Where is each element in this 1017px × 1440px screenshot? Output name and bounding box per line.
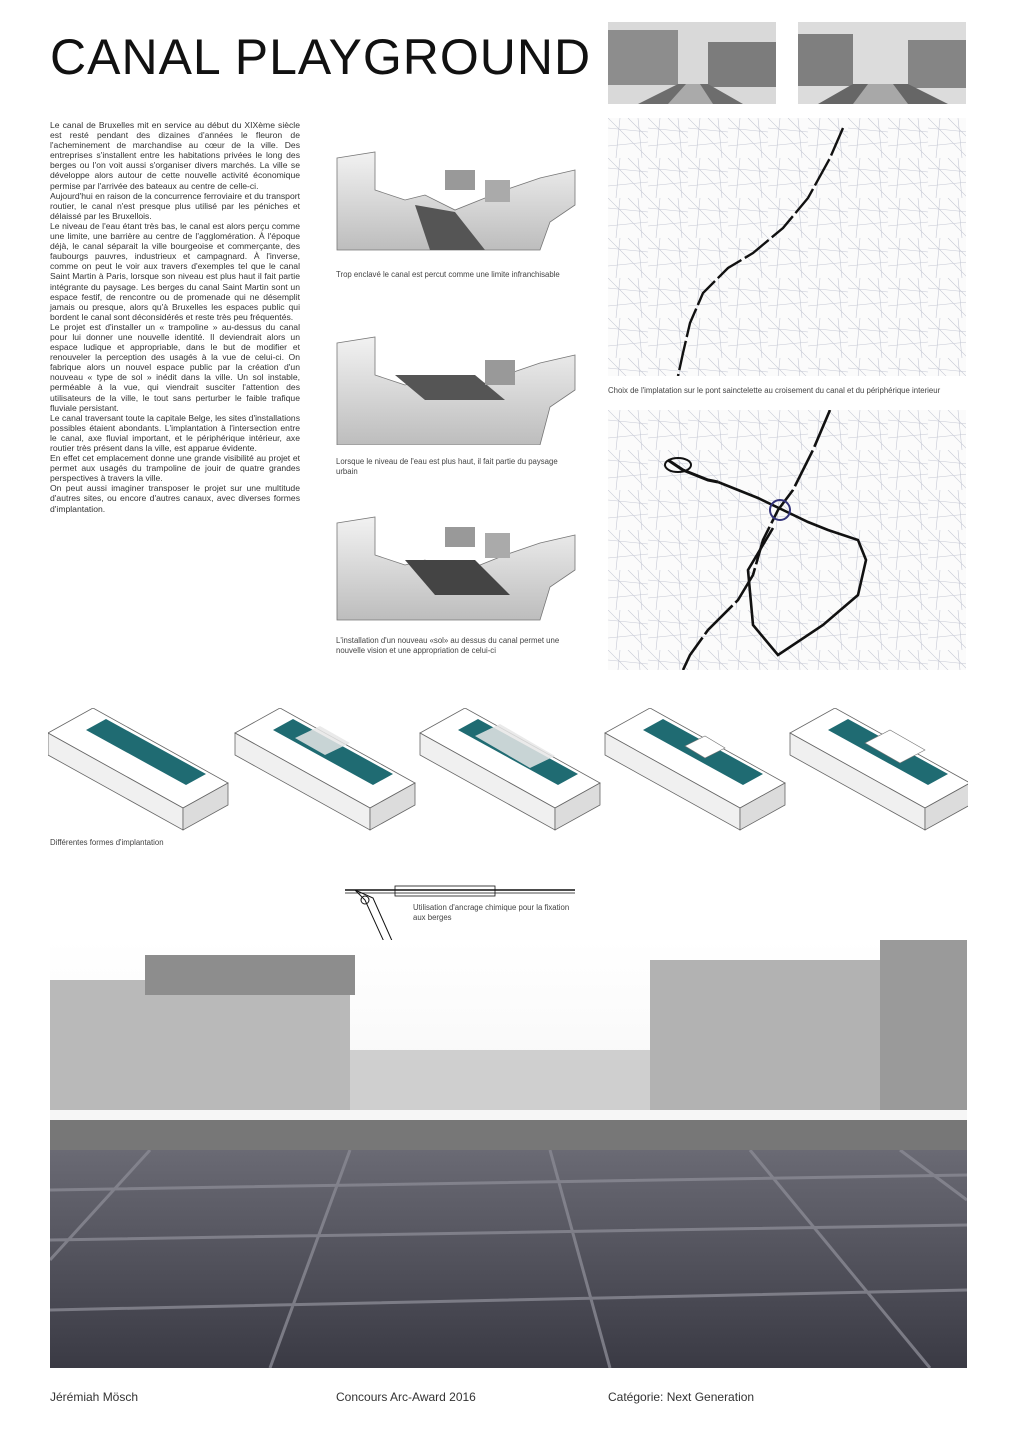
- section-caption-3: L'installation d'un nouveau «sol» au dessus du canal permet une nouvelle vision et une appropriation de celui-ci: [336, 636, 560, 655]
- perspective-render: [50, 940, 967, 1368]
- section-caption-1: Trop enclavé le canal est percut comme une limite infranchisable: [336, 270, 560, 279]
- project-description: [50, 120, 300, 514]
- paragraph: Aujourd'hui en raison de la concurrence ferroviaire et du transport routier, le canal n'est presque plus utilisé par les péniches et délaissé par les Bruxellois.: [50, 190, 300, 221]
- category-label: Catégorie: Next Generation: [608, 1390, 755, 1404]
- paragraph: Le canal de Bruxelles mit en service au début du XIXème siècle est resté pendant des dizaines d'années le fleuron de l'acheminement de marchandise au cœur de la ville. Des entreprises s'installent entre les habitations privées le long des berges ou l'on voit aussi s'organiser divers marchés. La ville se développe alors autour de cette nouvelle activité économique permise par l'arrivée des bateaux au centre de celle-ci.: [50, 120, 300, 191]
- paragraph: Le projet est d'installer un « trampoline » au-dessus du canal pour lui donner une nouvelle identité. Il deviendrait alors un espace ludique et appropriable, dans le but de modifier et renouveler la perception des usagés à la vue de celui-ci. On fabrique alors un nouvel espace public par la création d'un nouveau « type de sol » inédit dans la ville. Un sol instable, perméable à la vue, qui viendrait susciter l'attention des utilisateurs de la ville, le tout sans perturber le faible trafique fluviale persistant.: [50, 321, 300, 413]
- implantation-forms: [48, 708, 968, 833]
- canal-photo-1: [608, 22, 776, 104]
- section-diagram-low-water: [335, 150, 580, 260]
- paragraph: En effet cet emplacement donne une grande visibilité au projet et permet aux usagés du trampoline de jouir de quatre grandes perspectives à travers la ville.: [50, 453, 300, 484]
- section-diagram-trampoline: [335, 515, 580, 625]
- page-title: CANAL PLAYGROUND: [50, 29, 592, 85]
- contest-name: Concours Arc-Award 2016: [336, 1390, 476, 1404]
- paragraph: Le niveau de l'eau étant très bas, le canal est alors perçu comme une limite, une barrière au centre de l'agglomération. À l'époque déjà, le canal séparait la ville bourgeoise et commerçante, des faubourgs pauvres, industrieux et campagnard. À l'inverse, comme on peut le voir aux travers d'exemples tel que le canal Saint Martin à Paris, lorsque son niveau est plus haut il fait partie intégrante du paysage. Les berges du canal Saint Martin sont un espace festif, de rencontre ou de promenade qui ne désemplit jamais ou presque, alors qu'à Bruxelles les espaces public qui bordent le canal sont déconsidérés et reste très peu fréquentés.: [50, 220, 300, 322]
- author-name: Jérémiah Mösch: [50, 1390, 139, 1404]
- map-canal-overview: [608, 118, 966, 376]
- forms-caption: Différentes formes d'implantation: [50, 838, 164, 847]
- map-implantation: [608, 410, 966, 670]
- section-caption-2: Lorsque le niveau de l'eau est plus haut, il fait partie du paysage urbain: [336, 457, 558, 476]
- map-caption: Choix de l'implatation sur le pont sainctelette au croisement du canal et du périphérique interieur: [608, 386, 941, 395]
- paragraph: On peut aussi imaginer transposer le projet sur une multitude d'autres sites, ou encore d'autres canaux, avec diverses formes d'implantation.: [50, 483, 300, 514]
- paragraph: Le canal traversant toute la capitale Belge, les sites d'installations possibles étaient abondants. L'implantation à l'intersection entre le canal, axe fluvial important, et le périphérique intérieur, axe routier très présent dans la ville, est apparue évidente.: [50, 412, 300, 453]
- anchor-caption: Utilisation d'ancrage chimique pour la fixation aux berges: [413, 903, 570, 922]
- section-diagram-high-water: [335, 335, 580, 445]
- canal-photo-2: [798, 22, 966, 104]
